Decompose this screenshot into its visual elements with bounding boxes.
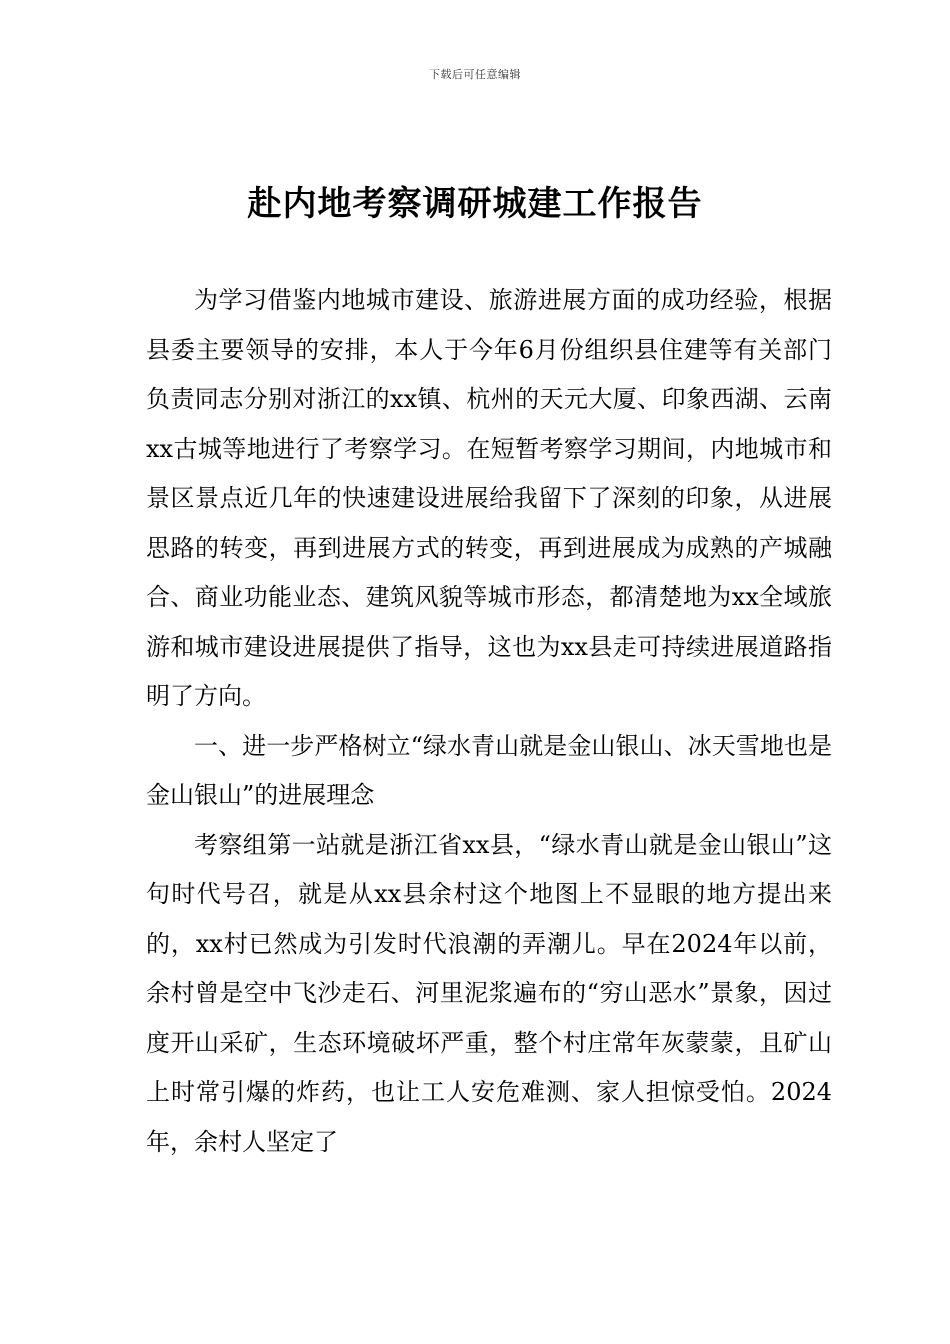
document-title: 赴内地考察调研城建工作报告 — [247, 184, 703, 224]
paragraph-intro: 为学习借鉴内地城市建设、旅游进展方面的成功经验，根据县委主要领导的安排，本人于今年6月份组织县住建等有关部门负责同志分别对浙江的xx镇、杭州的天元大厦、印象西湖、云南xx古城等地进行了考察学习。在短暂考察学习期间，内地城市和景区景点近几年的快速建设进展给我留下了深刻的印象，从进展思路的转变，再到进展方式的转变，再到进展成为成熟的产城融合、商业功能业态、建筑风貌等城市形态，都清楚地为xx全域旅游和城市建设进展提供了指导，这也为xx县走可持续进展道路指明了方向。 — [146, 286, 832, 710]
paragraph-section-1: 考察组第一站就是浙江省xx县，“绿水青山就是金山银山”这句时代号召，就是从xx县余村这个地图上不显眼的地方提出来的，xx村已然成为引发时代浪潮的弄潮儿。早在2024年以前，余村曾是空中飞沙走石、河里泥浆遍布的“穷山恶水”景象，因过度开山采矿，生态环境破坏严重，整个村庄常年灰蒙蒙，且矿山上时常引爆的炸药，也让工人安危难测、家人担惊受怕。2024年，余村人坚定了 — [146, 830, 832, 1156]
page-header-note: 下载后可任意编辑 — [429, 68, 521, 81]
section-heading-1: 一、进一步严格树立“绿水青山就是金山银山、冰天雪地也是金山银山”的进展理念 — [146, 731, 832, 809]
document-body — [146, 276, 832, 1167]
